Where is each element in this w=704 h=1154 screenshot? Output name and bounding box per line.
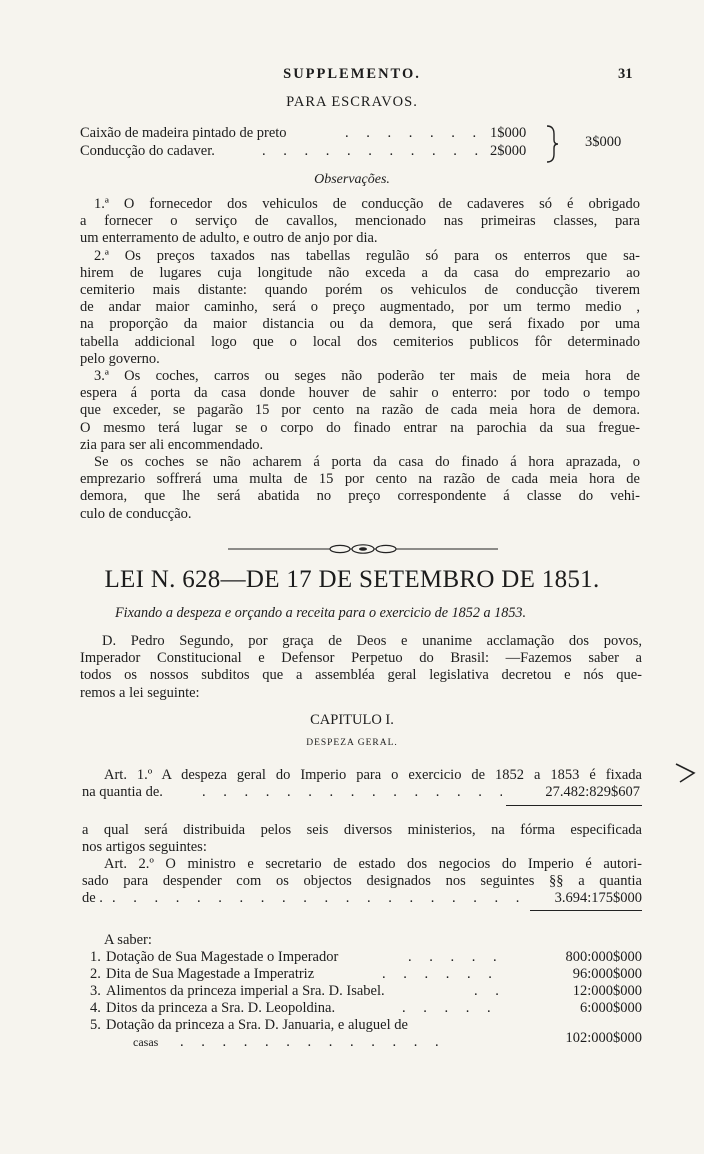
text-line: zia para ser ali encommendado.: [80, 436, 264, 453]
text-line: culo de conducção.: [80, 505, 192, 522]
item-1-amount: 800:000$000: [565, 949, 642, 965]
text-line: Imperador Constitucional e Defensor Perpetuo do Brasil: —Fazemos saber a: [80, 650, 642, 667]
art1-amount: 27.482:829$607: [545, 784, 640, 800]
item-2-number: 2.: [90, 966, 101, 982]
text-line: que exceder, se pagarão 15 por cento na razão de cada meia hora de demora.: [80, 402, 640, 419]
item-3-label: Alimentos da princeza imperial a Sra. D. Isabel.: [106, 983, 385, 999]
price-row-2-value: 2$000: [490, 143, 527, 159]
text-line: todos os nossos subditos que a assembléa geral legislativa decretou e nós que-: [80, 667, 642, 684]
item-4-label: Ditos da princeza a Sra. D. Leopoldina.: [106, 1000, 336, 1016]
text-line: hirem de lugares cuja longitude não exceda a da casa do emprezario ao: [80, 264, 640, 281]
leader-dots: [474, 983, 508, 1000]
text-line: emprezario soffrerá uma multa de 15 por cento na razão de cada meia hora de: [80, 471, 640, 488]
leader-dots: [408, 949, 508, 966]
text-line: O mesmo terá lugar se o corpo do finado entrar na parochia da sua fregue-: [80, 419, 640, 436]
text-line: sado para despender com os objectos designados nos seguintes §§ a quantia: [82, 873, 642, 890]
text-line: pelo governo.: [80, 350, 160, 367]
text-line: 2.ª Os preços taxados nas tabellas regulão só para os enterros que sa-: [94, 247, 640, 264]
item-1-number: 1.: [90, 949, 101, 965]
section-heading: PARA ESCRAVOS.: [286, 94, 418, 110]
margin-mark: [672, 760, 698, 786]
text-line: na proporção da maior distancia ou da demora, que será fixado por uma: [80, 316, 640, 333]
text-line: remos a lei seguinte:: [80, 684, 200, 701]
item-3-number: 3.: [90, 983, 101, 999]
text-line: espera á porta da casa donde houver de sahir o enterro: por todo o tempo: [80, 385, 640, 402]
text-line: 1.ª O fornecedor dos vehiculos de conducção de cadaveres só é obrigado: [94, 196, 640, 212]
item-5-amount: 102:000$000: [565, 1030, 642, 1046]
text-line: Art. 1.º A despeza geral do Imperio para o exercicio de 1852 a 1853 é fixada: [104, 767, 642, 783]
amount-rule: [506, 805, 642, 806]
leader-dots: [262, 143, 480, 160]
brace-icon: [545, 124, 559, 164]
text-line: a qual será distribuida pelos seis diversos ministerios, na fórma especificada: [82, 822, 642, 838]
text-line: Art. 2.º O ministro e secretario de estado dos negocios do Imperio é autori-: [104, 856, 642, 872]
observations-heading: Observações.: [314, 172, 390, 187]
text-line: cemiterio mais distante: quando porém os vehiculos de conducção tiverem: [80, 282, 640, 299]
chapter-subheading: DESPEZA GERAL.: [306, 738, 398, 748]
item-1-label: Dotação de Sua Magestade o Imperador: [106, 949, 339, 965]
law-subtitle: Fixando a despeza e orçando a receita para o exercicio de 1852 a 1853.: [115, 605, 527, 621]
leader-dots: [112, 890, 527, 907]
law-title: LEI N. 628—DE 17 DE SETEMBRO DE 1851.: [104, 566, 600, 593]
text-line: 3.ª Os coches, carros ou seges não poderão ter mais de meia hora de: [94, 368, 640, 385]
text-line: tabella addicional logo que o local dos cemiterios publicos fôr determinado: [80, 333, 640, 350]
after-article-1: [82, 822, 642, 856]
leader-dots: [202, 784, 502, 801]
item-5-number: 5.: [90, 1017, 101, 1033]
item-3-amount: 12:000$000: [572, 983, 642, 999]
leader-dots: [382, 966, 508, 983]
preamble: [80, 633, 642, 702]
observation-2: [80, 248, 640, 368]
text-line: demora, que lhe será abatida no preço correspondente á classe do vehi-: [80, 488, 640, 505]
text-line: um enterramento de adulto, e outro de anjo por dia.: [80, 230, 378, 247]
text-line: a fornecer o serviço de cavallos, mencionado nas primeiras classes, para: [80, 213, 640, 230]
leader-dots: [402, 1000, 508, 1017]
ornament-divider: [228, 543, 498, 555]
amount-rule: [530, 910, 642, 911]
a-saber-label: A saber:: [104, 932, 152, 948]
item-2-label: Dita de Sua Magestade a Imperatriz: [106, 966, 315, 982]
text-line: na quantia de.: [82, 784, 163, 801]
observation-4: [80, 454, 640, 523]
text-line: D. Pedro Segundo, por graça de Deos e unanime acclamação dos povos,: [102, 633, 642, 649]
item-5-label: Dotação da princeza a Sra. D. Januaria, e aluguel de: [106, 1017, 408, 1033]
observations-block: [80, 196, 640, 523]
text-line: Se os coches se não acharem á porta da casa do finado á hora aprazada, o: [94, 454, 640, 471]
price-row-2-label: Conducção do cadaver.: [80, 143, 215, 159]
observation-3: [80, 368, 640, 454]
text-line: de andar maior caminho, será o preço augmentado, por um termo medio ,: [80, 299, 640, 316]
page-title: SUPPLEMENTO.: [283, 66, 421, 82]
item-5-label-cont: casas: [133, 1035, 159, 1049]
art2-amount: 3.694:175$000: [554, 890, 642, 906]
running-head: [0, 66, 704, 83]
item-4-amount: 6:000$000: [579, 1000, 642, 1016]
observation-1: [80, 196, 640, 248]
text-line: de .: [82, 890, 103, 907]
price-total: 3$000: [585, 134, 622, 150]
leader-dots: [180, 1034, 450, 1051]
item-2-amount: 96:000$000: [572, 966, 642, 982]
item-4-number: 4.: [90, 1000, 101, 1016]
price-row-1-value: 1$000: [490, 125, 527, 141]
text-line: nos artigos seguintes:: [82, 839, 207, 856]
page-number: 31: [618, 66, 633, 82]
leader-dots: [345, 125, 480, 142]
price-row-1-label: Caixão de madeira pintado de preto: [80, 125, 287, 141]
chapter-heading: CAPITULO I.: [310, 712, 394, 728]
